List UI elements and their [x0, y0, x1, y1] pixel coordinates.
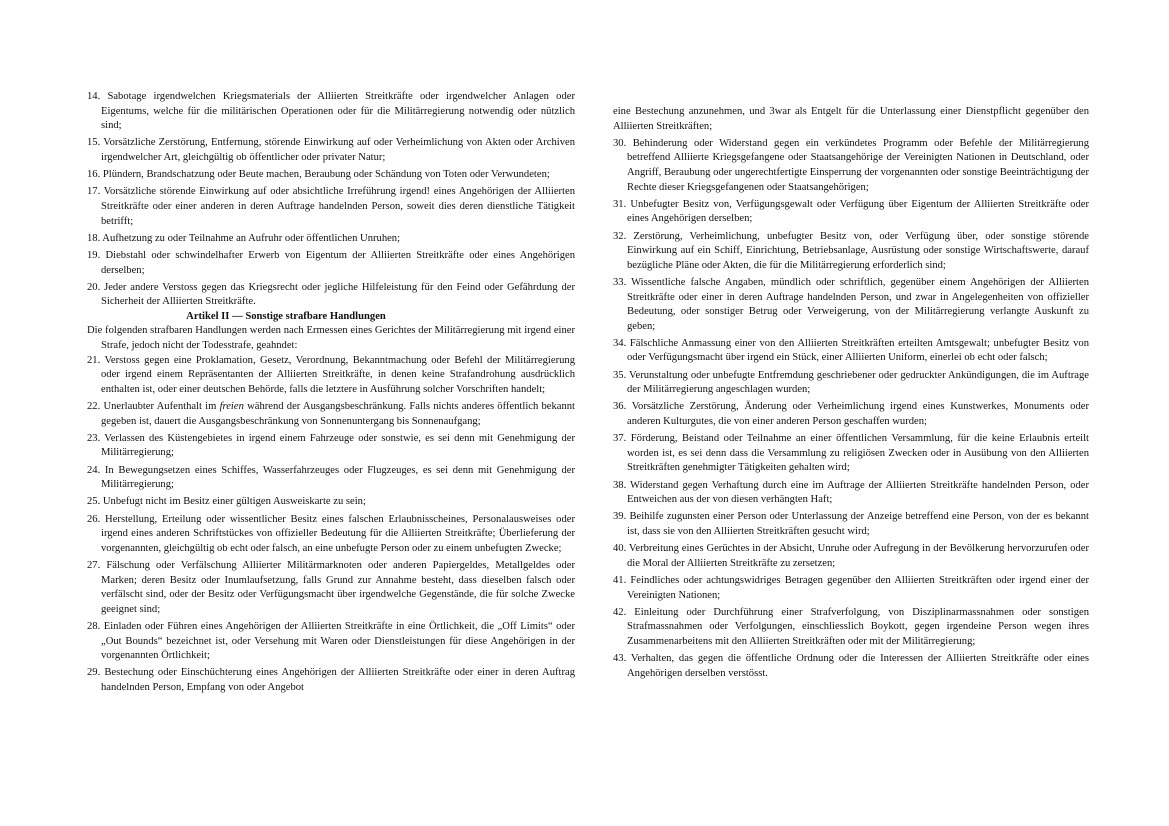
list-item-41: 41. Feindliches oder achtungswidriges Betragen gegenüber den Alliierten Streitkräften oder irgend einer der Vereinigten Nationen; [613, 574, 1089, 601]
list-item-15: 15. Vorsätzliche Zerstörung, Entfernung, störende Einwirkung auf oder Verheimlichung von Akten oder Archiven irgendwelcher Art, gleichgültig ob öffentlicher oder privater Natur; [87, 137, 575, 163]
list-item-14: 14. Sabotage irgendwelchen Kriegsmaterials der Alliierten Streitkräfte oder irgendwelcher Anlagen oder Eigentums, welche für die militärischen Operationen oder für die Militärregierung notwendig oder nützlich sind; [87, 91, 575, 132]
list-item-33: 33. Wissentliche falsche Angaben, mündlich oder schriftlich, gegenüber einem Angehörigen der Alliierten Streitkräfte oder einer in deren Auftrage handelnden Person, und zwar in Angelegenheiten von offizieller Bedeutung, oder sonstiger Betrug oder Verweigerung, von der Militärregierung verlangte Auskunft zu geben; [613, 276, 1089, 332]
list-item-22-text-after: während der Ausgangsbeschränkung. Falls nichts anderes öffentlich bekannt gegeben ist, dauert die Ausgangsbeschränkung von Sonnenuntergang bis Sonnenaufgang; [101, 401, 576, 427]
list-item-16: 16. Plündern, Brandschatzung oder Beute machen, Beraubung oder Schändung von Toten oder Verwundeten; [87, 169, 550, 181]
left-column [87, 90, 575, 698]
list-item-24: 24. In Bewegungsetzen eines Schiffes, Wasserfahrzeuges oder Flugzeuges, es sei denn mit Genehmigung der Militärregierung; [87, 464, 575, 491]
list-item-20: 20. Jeder andere Verstoss gegen das Kriegsrecht oder jegliche Hilfeleistung für den Feind oder Gefährdung der Sicherheit der Alliierten Streitkräfte. [87, 281, 575, 308]
list-item-37: 37. Förderung, Beistand oder Teilnahme an einer öffentlichen Versammlung, für die keine Erlaubnis erteilt worden ist, es sei denn dass die Versammlung zu religiösen Zwecken oder in Ausübung von den Alliierten Streitkräften genehmigter Tätigkeiten gehalten wird; [613, 433, 1089, 474]
list-item-18: 18. Aufhetzung zu oder Teilnahme an Aufruhr oder öffentlichen Unruhen; [87, 232, 401, 244]
list-item-29-continuation: eine Bestechung anzunehmen, und 3war als Entgelt für die Unterlassung einer Dienstpflicht gegenüber den Alliierten Streitkräften; [613, 106, 1089, 132]
list-item-38: 38. Widerstand gegen Verhaftung durch eine im Auftrage der Alliierten Streitkräfte handelnden Person, oder Entweichen aus der von diesen verhängten Haft; [613, 479, 1089, 506]
list-item-21: 21. Verstoss gegen eine Proklamation, Gesetz, Verordnung, Bekanntmachung oder Befehl der Militärregierung oder irgend einem Repräsentanten der Alliierten Streitkräfte, in denen keine Strafandrohung ausdrücklich enthalten ist, oder einer deutschen Behörde, falls die letztere in Ausführung solcher Vorschriften handelt; [87, 354, 575, 395]
list-item-43: 43. Verhalten, das gegen die öffentliche Ordnung oder die Interessen der Alliierten Streitkräfte oder eines Angehörigen derselben verstösst. [613, 653, 1089, 679]
right-column [613, 105, 1089, 684]
list-item-17: 17. Vorsätzliche störende Einwirkung auf oder absichtliche Irreführung irgend! eines Angehörigen der Alliierten Streitkräfte oder einer anderen in deren Auftrage handelnden Person, soweit dies deren dienstliche Tätigkeit betrifft; [87, 186, 575, 227]
section-intro: Die folgenden strafbaren Handlungen werden nach Ermessen eines Gerichtes der Militärregierung mit irgend einer Strafe, jedoch nicht der Todesstrafe, geahndet: [87, 325, 575, 352]
list-item-22-text-before: 22. Unerlaubter Aufenthalt im [87, 401, 220, 413]
list-item-39: 39. Beihilfe zugunsten einer Person oder Unterlassung der Anzeige betreffend eine Person, von der es bekannt ist, dass sie von den Alliierten Streitkräften gesucht wird; [613, 511, 1089, 537]
section-heading: Artikel II — Sonstige strafbare Handlungen [186, 310, 386, 322]
list-item-36: 36. Vorsätzliche Zerstörung, Änderung oder Verheimlichung irgend eines Kunstwerkes, Monuments oder anderen Kulturgutes, die von einer anderen Person geschaffen wurden; [613, 401, 1089, 428]
list-item-42: 42. Einleitung oder Durchführung einer Strafverfolgung, von Disziplinarmassnahmen oder sonstigen Strafmassnahmen oder Verfolgungen, einschliesslich Boykott, gegen irgendeine Person wegen ihres Zusammenarbeitens mit den Alliierten Streitkräften oder mit der Militärregierung; [613, 606, 1089, 647]
list-item-31: 31. Unbefugter Besitz von, Verfügungsgewalt oder Verfügung über Eigentum der Alliierten Streitkräfte oder eines Angehörigen derselben; [613, 198, 1089, 225]
list-item-32: 32. Zerstörung, Verheimlichung, unbefugter Besitz von, oder Verfügung über, oder sonstige störende Einwirkung auf ein Schiff, Einrichtung, Betriebsanlage, Ausrüstung oder sonstige Wirtschaftswerte, darauf bezügliche Pläne oder Akten, die für die Militärregierung erforderlich sind; [613, 230, 1089, 271]
list-item-35: 35. Verunstaltung oder unbefugte Entfremdung geschriebener oder gedruckter Ankündigungen, die im Auftrage der Militärregierung angeschlagen wurden; [613, 369, 1089, 396]
list-item-28: 28. Einladen oder Führen eines Angehörigen der Alliierten Streitkräfte in eine Örtlichkeit, die „Off Limits“ oder „Out Bounds“ bezeichnet ist, oder Versehung mit Waren oder Dienstleistungen für diese Angehörigen in der vorgenannten Örtlichkeit; [87, 620, 575, 662]
list-item-34: 34. Fälschliche Anmassung einer von den Alliierten Streitkräften erteilten Amtsgewalt; unbefugter Besitz von oder Verfügungsmacht über irgend ein Stück, einer Alliierten Uniform, einerlei ob echt oder falsch; [613, 337, 1089, 364]
list-item-19: 19. Diebstahl oder schwindelhafter Erwerb von Eigentum der Alliierten Streitkräfte oder eines Angehörigen derselben; [87, 249, 575, 276]
list-item-22 [87, 400, 575, 429]
list-item-22-emphasis: freien [219, 401, 244, 413]
list-item-25: 25. Unbefugt nicht im Besitz einer gültigen Ausweiskarte zu sein; [87, 496, 366, 508]
list-item-30: 30. Behinderung oder Widerstand gegen ein verkündetes Programm oder Befehle der Militärregierung betreffend Alliierte Kriegsgefangene oder Staatsangehörige der Vereinigten Nationen in Deutschland, oder Angriff, Beraubung oder ungerechtfertigte Einsperrung der vorgenannten oder sonstige Beeinträchtigung der Rechte dieser Kriegsgefangenen oder Staatsangehörigen; [613, 137, 1089, 193]
list-item-29: 29. Bestechung oder Einschüchterung eines Angehörigen der Alliierten Streitkräfte oder einer in deren Auftrag handelnden Person, Empfang von oder Angebot [87, 667, 575, 693]
list-item-40: 40. Verbreitung eines Gerüchtes in der Absicht, Unruhe oder Aufregung in der Bevölkerung hervorzurufen oder die Moral der Alliierten Streitkräfte zu zersetzen; [613, 543, 1089, 569]
list-item-27: 27. Fälschung oder Verfälschung Alliierter Militärmarknoten oder anderen Papiergeldes, Metallgeldes oder Marken; deren Besitz oder Inumlaufsetzung, falls Grund zur Annahme besteht, dass dieselben falsch oder verfälscht sind, oder der Besitz oder Verfügungsmacht über irgendwelche Gegenstände, die für solche Zwecke geeignet sind; [87, 559, 575, 615]
list-item-23: 23. Verlassen des Küstengebietes in irgend einem Fahrzeuge oder sonstwie, es sei denn mit Genehmigung der Militärregierung; [87, 432, 575, 459]
list-item-26: 26. Herstellung, Erteilung oder wissentlicher Besitz eines falschen Erlaubnisscheines, Personalausweises oder irgend eines anderen Schriftstückes von offizieller Bedeutung für die Alliierten Streitkräfte; Überlieferung der vorgenannten, gleichgültig ob echt oder falsch, an eine unbefugte Person oder zu einem unbefugten Zwecke; [87, 513, 575, 554]
